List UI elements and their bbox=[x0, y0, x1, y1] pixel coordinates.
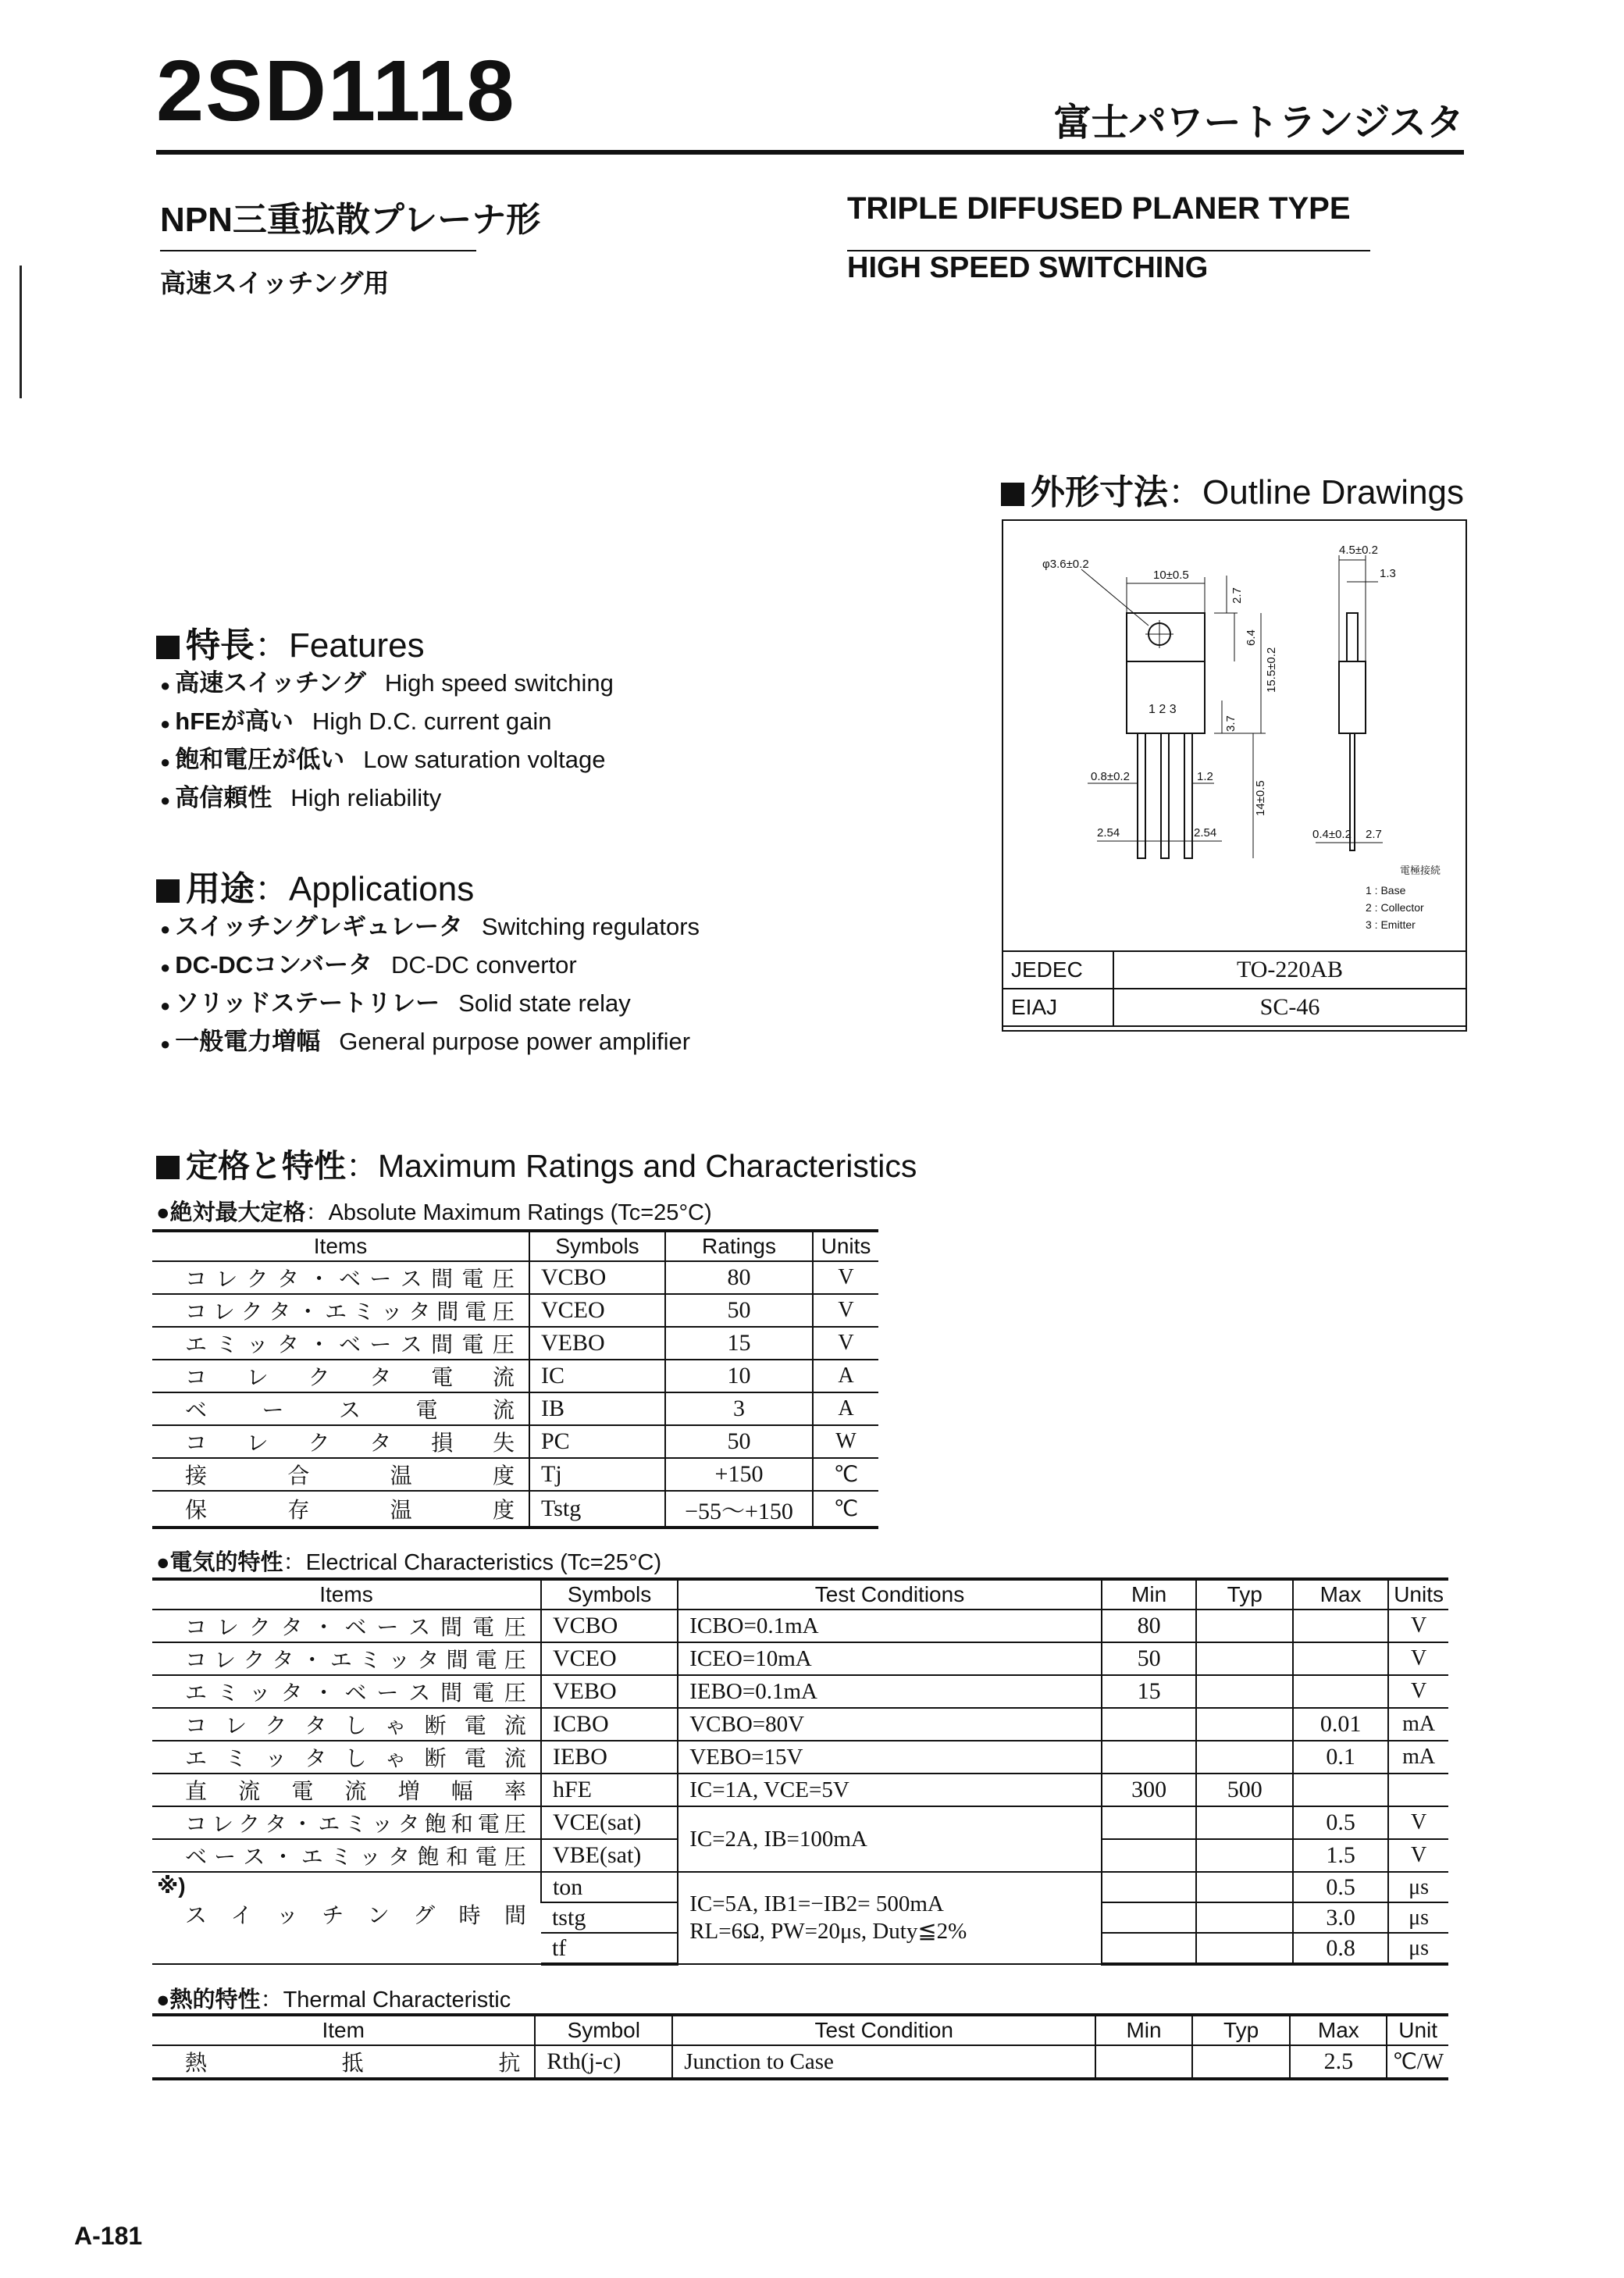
char-unit: V bbox=[1388, 1675, 1448, 1708]
dim-1-2: 1.2 bbox=[1197, 770, 1213, 783]
spread-text: エ ミ ッ タ ・ ベ ー ス 間 電 圧 bbox=[185, 1332, 515, 1356]
application-en: General purpose power amplifier bbox=[339, 1028, 691, 1055]
char-min bbox=[1102, 1933, 1197, 1964]
rating-item bbox=[152, 1491, 529, 1528]
absolute-title-en: Absolute Maximum Ratings (Tc=25°C) bbox=[328, 1200, 712, 1225]
side-tab bbox=[1347, 613, 1358, 661]
char-unit: μs bbox=[1388, 1902, 1448, 1933]
outline-drawing bbox=[1003, 521, 1466, 952]
thermal-unit: ℃/W bbox=[1387, 2045, 1448, 2079]
rating-item bbox=[152, 1392, 529, 1425]
type-jp-rule bbox=[160, 250, 476, 251]
list-item bbox=[160, 740, 614, 779]
application-en: Solid state relay bbox=[458, 989, 631, 1017]
column-header: Unit bbox=[1387, 2015, 1448, 2045]
char-item bbox=[152, 1610, 541, 1642]
char-item bbox=[152, 1675, 541, 1708]
rating-symbol: PC bbox=[529, 1425, 665, 1458]
dim-lead-thickness: 0.4±0.2 bbox=[1312, 828, 1352, 841]
char-min: 15 bbox=[1102, 1675, 1197, 1708]
char-symbol: ICBO bbox=[541, 1708, 678, 1741]
table-row bbox=[152, 1741, 1448, 1774]
column-header: Min bbox=[1095, 2015, 1192, 2045]
column-header: Max bbox=[1290, 2015, 1387, 2045]
char-item bbox=[152, 1708, 541, 1741]
rating-unit: V bbox=[813, 1294, 878, 1327]
square-bullet-icon bbox=[156, 1156, 180, 1179]
column-header: Typ bbox=[1192, 2015, 1291, 2045]
char-max bbox=[1293, 1642, 1388, 1675]
switching-item bbox=[152, 1872, 541, 1964]
char-condition: IC=2A, IB=100mA bbox=[678, 1806, 1102, 1872]
feature-en: Low saturation voltage bbox=[363, 746, 606, 773]
char-max: 0.1 bbox=[1293, 1741, 1388, 1774]
pin-numbers: 1 2 3 bbox=[1149, 703, 1177, 716]
outline-title-en: Outline Drawings bbox=[1202, 473, 1465, 512]
column-header: Symbols bbox=[529, 1231, 665, 1261]
char-unit: V bbox=[1388, 1806, 1448, 1839]
rating-unit: A bbox=[813, 1392, 878, 1425]
square-bullet-icon bbox=[1001, 483, 1024, 506]
lead-1 bbox=[1138, 733, 1145, 858]
thermal-symbol: Rth(j-c) bbox=[535, 2045, 672, 2079]
features-list bbox=[160, 664, 614, 817]
spread-text: コ レ ク タ ・ エ ミ ッ タ 間 電 圧 bbox=[185, 1299, 515, 1324]
bullet-icon: ● bbox=[160, 676, 171, 695]
table-row bbox=[152, 1360, 878, 1392]
page-number: A-181 bbox=[74, 2222, 143, 2250]
table-row bbox=[152, 1610, 1448, 1642]
char-typ bbox=[1196, 1902, 1293, 1933]
thermal-item bbox=[152, 2045, 535, 2079]
rating-item bbox=[152, 1425, 529, 1458]
bullet-icon: ● bbox=[156, 1987, 170, 2012]
list-item bbox=[160, 1022, 700, 1061]
table-row bbox=[152, 1774, 1448, 1806]
char-item bbox=[152, 1642, 541, 1675]
dim-pitch-1: 2.54 bbox=[1097, 826, 1120, 840]
electrical-table bbox=[152, 1577, 1448, 1966]
list-item bbox=[160, 779, 614, 817]
dim-body-height: 15.5±0.2 bbox=[1265, 647, 1278, 693]
bullet-icon: ● bbox=[160, 714, 171, 733]
table-header-row bbox=[152, 1579, 1448, 1610]
bullet-icon: ● bbox=[156, 1200, 170, 1225]
package-name: TO-220AB bbox=[1113, 951, 1466, 989]
char-min bbox=[1102, 1872, 1197, 1902]
dim-6-4: 6.4 bbox=[1245, 629, 1258, 646]
spread-text: エ ミ ッ タ ・ ベ ー ス 間 電 圧 bbox=[185, 1681, 526, 1705]
table-row bbox=[152, 1261, 878, 1294]
header-rule bbox=[156, 150, 1464, 155]
column-header: Units bbox=[1388, 1579, 1448, 1610]
dim-pitch-2: 2.54 bbox=[1194, 826, 1217, 840]
char-item bbox=[152, 1741, 541, 1774]
rating-symbol: VEBO bbox=[529, 1327, 665, 1360]
char-typ: 500 bbox=[1196, 1774, 1293, 1806]
table-row bbox=[152, 1872, 1448, 1902]
char-typ bbox=[1196, 1642, 1293, 1675]
spread-text: コ レ ク タ ・ ベ ー ス 間 電 圧 bbox=[185, 1615, 526, 1639]
spread-text: コ レ ク タ 損 失 bbox=[185, 1431, 515, 1455]
column-header: Ratings bbox=[665, 1231, 813, 1261]
char-min bbox=[1102, 1741, 1197, 1774]
char-max: 0.01 bbox=[1293, 1708, 1388, 1741]
body-outline bbox=[1127, 661, 1205, 733]
thermal-title: ●熱的特性：Thermal Characteristic bbox=[156, 1987, 511, 2012]
char-unit: V bbox=[1388, 1610, 1448, 1642]
pin-legend-3: 3 : Emitter bbox=[1366, 918, 1416, 931]
rating-value: 80 bbox=[665, 1261, 813, 1294]
rating-symbol: VCEO bbox=[529, 1294, 665, 1327]
absolute-ratings-table bbox=[152, 1229, 878, 1529]
thermal-title-en: Thermal Characteristic bbox=[283, 1987, 511, 2012]
char-condition: ICEO=10mA bbox=[678, 1642, 1102, 1675]
scan-margin-mark bbox=[20, 266, 22, 398]
applications-title-en: Applications bbox=[289, 870, 475, 908]
spread-text: ベ ー ス 電 流 bbox=[185, 1398, 515, 1422]
char-condition: ICBO=0.1mA bbox=[678, 1610, 1102, 1642]
char-unit: μs bbox=[1388, 1933, 1448, 1964]
char-unit: V bbox=[1388, 1839, 1448, 1872]
spread-text: ス イ ッ チ ン グ 時 間 bbox=[185, 1903, 526, 1927]
feature-jp: 飽和電圧が低い bbox=[175, 746, 345, 773]
list-item bbox=[160, 984, 700, 1022]
feature-jp: 高信頼性 bbox=[175, 784, 272, 811]
table-header-row bbox=[152, 2015, 1448, 2045]
char-condition bbox=[678, 1872, 1102, 1964]
char-symbol: tstg bbox=[541, 1902, 678, 1933]
char-typ bbox=[1196, 1708, 1293, 1741]
table-row bbox=[152, 1642, 1448, 1675]
char-max: 0.8 bbox=[1293, 1933, 1388, 1964]
column-header: Units bbox=[813, 1231, 878, 1261]
char-min bbox=[1102, 1839, 1197, 1872]
column-header: Items bbox=[152, 1231, 529, 1261]
spread-text: コ レ ク タ 電 流 bbox=[185, 1365, 515, 1389]
dim-width: 10±0.5 bbox=[1153, 569, 1189, 582]
outline-title-jp: 外形寸法 bbox=[1031, 473, 1168, 512]
package-org: JEDEC bbox=[1003, 951, 1113, 989]
rating-unit: V bbox=[813, 1261, 878, 1294]
application-en: Switching regulators bbox=[481, 913, 700, 940]
feature-jp: 高速スイッチング bbox=[175, 669, 366, 697]
pin-legend-2: 2 : Collector bbox=[1366, 901, 1424, 914]
column-header: Max bbox=[1293, 1579, 1388, 1610]
rating-unit: W bbox=[813, 1425, 878, 1458]
char-typ bbox=[1196, 1741, 1293, 1774]
char-unit: μs bbox=[1388, 1872, 1448, 1902]
application-jp: 一般電力増幅 bbox=[175, 1028, 321, 1055]
dim-2-7-side: 2.7 bbox=[1366, 828, 1382, 841]
feature-en: High reliability bbox=[290, 784, 442, 811]
char-min bbox=[1102, 1708, 1197, 1741]
application-en: HIGH SPEED SWITCHING bbox=[847, 251, 1209, 284]
char-symbol: VCE(sat) bbox=[541, 1806, 678, 1839]
package-org: EIAJ bbox=[1003, 989, 1113, 1026]
list-item bbox=[160, 702, 614, 740]
square-bullet-icon bbox=[156, 879, 180, 903]
char-unit: mA bbox=[1388, 1741, 1448, 1774]
bullet-icon: ● bbox=[160, 957, 171, 977]
char-symbol: VEBO bbox=[541, 1675, 678, 1708]
switching-cond-1: IC=5A, IB1=−IB2= 500mA bbox=[689, 1891, 944, 1916]
dim-thickness: 4.5±0.2 bbox=[1339, 544, 1378, 557]
table-header-row bbox=[152, 1231, 878, 1261]
switching-note: ※) bbox=[157, 1873, 186, 1898]
char-max bbox=[1293, 1675, 1388, 1708]
char-symbol: hFE bbox=[541, 1774, 678, 1806]
spread-text: コ レ ク タ ・ エ ミ ッ タ 飽 和 電 圧 bbox=[185, 1812, 526, 1836]
dim-1-3: 1.3 bbox=[1380, 567, 1396, 580]
rating-value: 50 bbox=[665, 1425, 813, 1458]
lead-2 bbox=[1161, 733, 1169, 858]
char-max: 1.5 bbox=[1293, 1839, 1388, 1872]
char-typ bbox=[1196, 1806, 1293, 1839]
application-jp: DC-DCコンバータ bbox=[175, 951, 372, 979]
table-row bbox=[152, 1675, 1448, 1708]
column-header: Symbols bbox=[541, 1579, 678, 1610]
list-item bbox=[160, 664, 614, 702]
char-unit: V bbox=[1388, 1642, 1448, 1675]
char-min bbox=[1102, 1902, 1197, 1933]
rating-value: 3 bbox=[665, 1392, 813, 1425]
package-table bbox=[1002, 950, 1467, 1027]
ratings-title: 定格と特性：Maximum Ratings and Characteristics bbox=[156, 1140, 917, 1186]
electrical-title-jp: 電気的特性 bbox=[169, 1550, 283, 1575]
char-symbol: VBE(sat) bbox=[541, 1839, 678, 1872]
char-max: 0.5 bbox=[1293, 1872, 1388, 1902]
rating-value: −55〜+150 bbox=[665, 1491, 813, 1528]
table-row bbox=[152, 1806, 1448, 1839]
applications-title-jp: 用途 bbox=[186, 870, 255, 908]
part-number: 2SD1118 bbox=[156, 43, 516, 139]
rating-unit: A bbox=[813, 1360, 878, 1392]
char-symbol: IEBO bbox=[541, 1741, 678, 1774]
spread-text: ベ ー ス ・ エ ミ ッ タ 飽 和 電 圧 bbox=[185, 1845, 526, 1869]
table-row bbox=[152, 1327, 878, 1360]
column-header: Typ bbox=[1196, 1579, 1293, 1610]
ratings-title-en: Maximum Ratings and Characteristics bbox=[378, 1148, 917, 1184]
char-unit bbox=[1388, 1774, 1448, 1806]
table-row bbox=[1003, 989, 1466, 1026]
features-title-jp: 特長 bbox=[186, 626, 255, 665]
column-header: Symbol bbox=[535, 2015, 672, 2045]
bullet-icon: ● bbox=[160, 996, 171, 1015]
feature-jp: hFEが高い bbox=[175, 708, 294, 735]
absolute-title-jp: 絶対最大定格 bbox=[169, 1200, 306, 1225]
char-item bbox=[152, 1806, 541, 1839]
thermal-title-jp: 熱的特性 bbox=[169, 1987, 261, 2012]
pin-legend-title: 電極接続 bbox=[1400, 864, 1441, 876]
rating-symbol: IB bbox=[529, 1392, 665, 1425]
application-jp: スイッチングレギュレータ bbox=[175, 913, 463, 940]
spread-text: コ レ ク タ ・ エ ミ ッ タ 間 電 圧 bbox=[185, 1648, 526, 1672]
char-symbol: VCEO bbox=[541, 1642, 678, 1675]
table-row bbox=[152, 1392, 878, 1425]
char-symbol: tf bbox=[541, 1933, 678, 1964]
dim-lead-width: 0.8±0.2 bbox=[1091, 770, 1130, 783]
switching-cond-2: RL=6Ω, PW=20μs, Duty≦2% bbox=[689, 1919, 967, 1944]
thermal-typ bbox=[1192, 2045, 1291, 2079]
spread-text: コ レ ク タ し ゃ 断 電 流 bbox=[185, 1713, 526, 1738]
list-item bbox=[160, 907, 700, 946]
rating-item bbox=[152, 1261, 529, 1294]
char-max: 3.0 bbox=[1293, 1902, 1388, 1933]
rating-symbol: VCBO bbox=[529, 1261, 665, 1294]
char-max: 0.5 bbox=[1293, 1806, 1388, 1839]
outline-title: 外形寸法：Outline Drawings bbox=[1001, 464, 1464, 514]
char-typ bbox=[1196, 1839, 1293, 1872]
char-min: 50 bbox=[1102, 1642, 1197, 1675]
table-row bbox=[152, 1294, 878, 1327]
char-min: 80 bbox=[1102, 1610, 1197, 1642]
char-min bbox=[1102, 1806, 1197, 1839]
lead-3 bbox=[1184, 733, 1192, 858]
char-typ bbox=[1196, 1933, 1293, 1964]
char-max bbox=[1293, 1610, 1388, 1642]
rating-value: 50 bbox=[665, 1294, 813, 1327]
dim-lead-length: 14±0.5 bbox=[1254, 780, 1267, 816]
char-typ bbox=[1196, 1675, 1293, 1708]
rating-symbol: Tj bbox=[529, 1458, 665, 1491]
feature-en: High D.C. current gain bbox=[312, 708, 552, 735]
type-jp: NPN三重拡散プレーナ形 bbox=[160, 201, 541, 239]
char-symbol: VCBO bbox=[541, 1610, 678, 1642]
spread-text: 熱 抵 抗 bbox=[185, 2051, 521, 2075]
application-jp: 高速スイッチング用 bbox=[160, 269, 390, 298]
column-header: Test Condition bbox=[672, 2015, 1095, 2045]
rating-value: 15 bbox=[665, 1327, 813, 1360]
list-item bbox=[160, 946, 700, 984]
column-header: Items bbox=[152, 1579, 541, 1610]
rating-item bbox=[152, 1458, 529, 1491]
table-row bbox=[152, 1708, 1448, 1741]
rating-symbol: Tstg bbox=[529, 1491, 665, 1528]
ratings-title-jp: 定格と特性 bbox=[186, 1148, 346, 1184]
table-row bbox=[152, 2045, 1448, 2079]
dim-hole: φ3.6±0.2 bbox=[1042, 558, 1089, 571]
pin-legend-1: 1 : Base bbox=[1366, 884, 1406, 897]
spread-text: 直 流 電 流 増 幅 率 bbox=[185, 1779, 526, 1803]
series-name-jp: 富士パワートランジスタ bbox=[1053, 102, 1464, 144]
application-jp: ソリッドステートリレー bbox=[175, 989, 440, 1017]
table-row bbox=[152, 1491, 878, 1528]
dim-3-7: 3.7 bbox=[1224, 715, 1238, 732]
spread-text: コ レ ク タ ・ ベ ー ス 間 電 圧 bbox=[185, 1267, 515, 1291]
column-header: Min bbox=[1102, 1579, 1197, 1610]
thermal-table bbox=[152, 2013, 1448, 2080]
thermal-condition: Junction to Case bbox=[672, 2045, 1095, 2079]
feature-en: High speed switching bbox=[384, 669, 614, 697]
thermal-max: 2.5 bbox=[1290, 2045, 1387, 2079]
bullet-icon: ● bbox=[160, 752, 171, 772]
table-row bbox=[152, 1425, 878, 1458]
rating-symbol: IC bbox=[529, 1360, 665, 1392]
rating-unit: V bbox=[813, 1327, 878, 1360]
features-title: 特長：Features bbox=[156, 617, 425, 667]
char-unit: mA bbox=[1388, 1708, 1448, 1741]
thermal-min bbox=[1095, 2045, 1192, 2079]
char-condition: IEBO=0.1mA bbox=[678, 1675, 1102, 1708]
bullet-icon: ● bbox=[160, 1034, 171, 1053]
dim-2-7: 2.7 bbox=[1230, 587, 1244, 604]
char-condition: IC=1A, VCE=5V bbox=[678, 1774, 1102, 1806]
bullet-icon: ● bbox=[160, 919, 171, 939]
rating-value: +150 bbox=[665, 1458, 813, 1491]
tab-outline bbox=[1127, 613, 1205, 661]
char-condition: VEBO=15V bbox=[678, 1741, 1102, 1774]
char-item bbox=[152, 1839, 541, 1872]
char-symbol: ton bbox=[541, 1872, 678, 1902]
package-name: SC-46 bbox=[1113, 989, 1466, 1026]
side-body bbox=[1339, 661, 1366, 733]
column-header: Test Conditions bbox=[678, 1579, 1102, 1610]
spread-text: 接 合 温 度 bbox=[185, 1463, 515, 1488]
electrical-title-en: Electrical Characteristics (Tc=25°C) bbox=[305, 1550, 662, 1575]
bullet-icon: ● bbox=[160, 790, 171, 810]
applications-list bbox=[160, 907, 700, 1061]
electrical-title: ●電気的特性：Electrical Characteristics (Tc=25°C) bbox=[156, 1550, 662, 1575]
rating-unit: ℃ bbox=[813, 1458, 878, 1491]
spread-text: エ ミ ッ タ し ゃ 断 電 流 bbox=[185, 1746, 526, 1770]
char-typ bbox=[1196, 1872, 1293, 1902]
table-row bbox=[1003, 951, 1466, 989]
features-title-en: Features bbox=[289, 626, 425, 665]
char-typ bbox=[1196, 1610, 1293, 1642]
rating-value: 10 bbox=[665, 1360, 813, 1392]
absolute-ratings-title: ●絶対最大定格：Absolute Maximum Ratings (Tc=25°C) bbox=[156, 1200, 712, 1225]
rating-item bbox=[152, 1360, 529, 1392]
type-en: TRIPLE DIFFUSED PLANER TYPE bbox=[847, 191, 1351, 226]
rating-item bbox=[152, 1294, 529, 1327]
char-condition: VCBO=80V bbox=[678, 1708, 1102, 1741]
table-row bbox=[152, 1458, 878, 1491]
spread-text: 保 存 温 度 bbox=[185, 1498, 515, 1522]
bullet-icon: ● bbox=[156, 1550, 170, 1575]
application-en: DC-DC convertor bbox=[391, 951, 577, 979]
char-min: 300 bbox=[1102, 1774, 1197, 1806]
applications-title: 用途：Applications bbox=[156, 861, 474, 911]
char-item bbox=[152, 1774, 541, 1806]
rating-unit: ℃ bbox=[813, 1491, 878, 1528]
column-header: Item bbox=[152, 2015, 535, 2045]
char-max bbox=[1293, 1774, 1388, 1806]
rating-item bbox=[152, 1327, 529, 1360]
square-bullet-icon bbox=[156, 636, 180, 659]
